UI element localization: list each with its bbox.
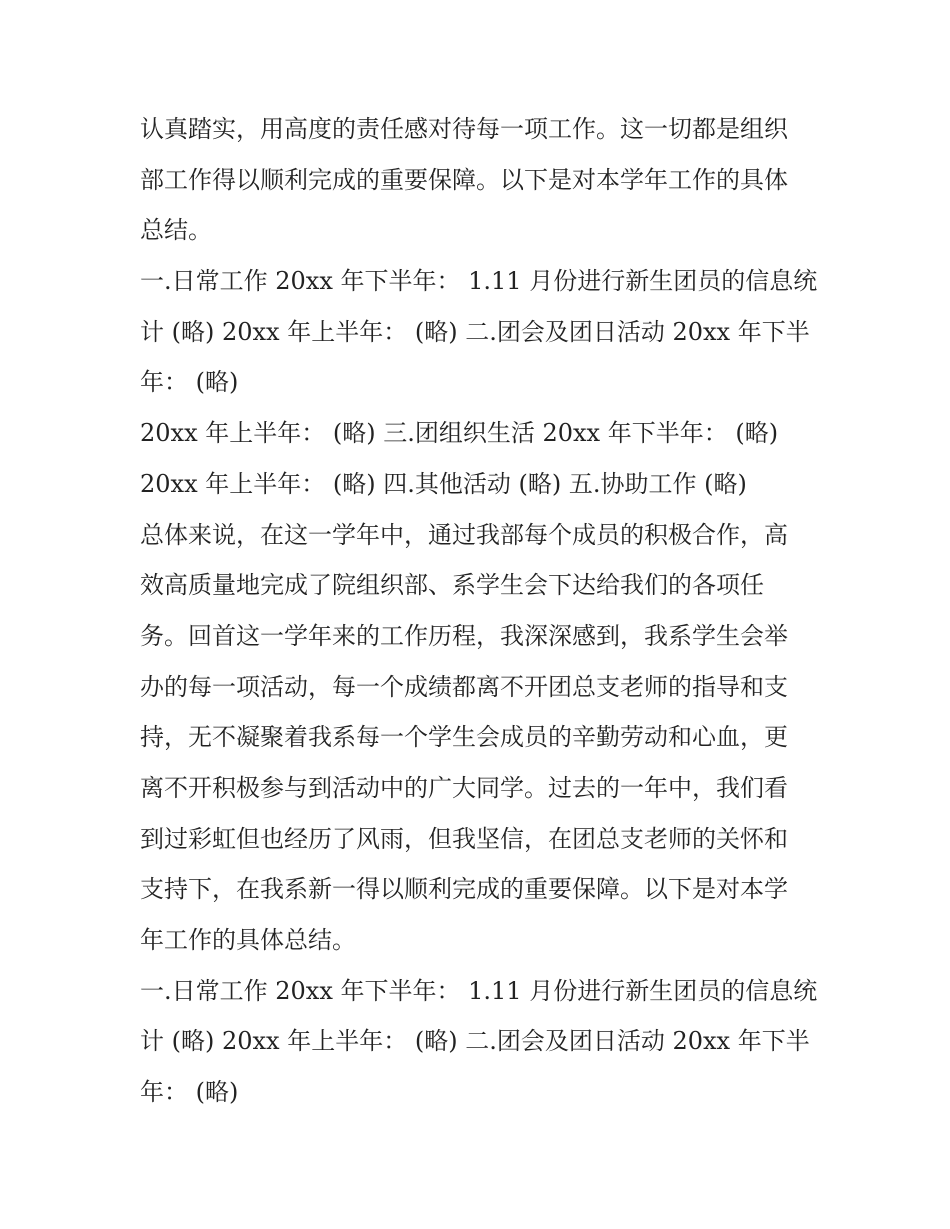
text-line: 部工作得以顺利完成的重要保障。以下是对本学年工作的具体 [140,165,788,194]
text-line: 办的每一项活动，每一个成绩都离不开团总支老师的指导和支 [140,672,788,701]
text-line: 总结。 [140,216,212,245]
text-line: 持，无不凝聚着我系每一个学生会成员的辛勤劳动和心血，更 [140,723,788,752]
text-line: 20xx 年上半年： (略) 三.团组织生活 20xx 年下半年： (略) [140,419,779,448]
text-line: 务。回首这一学年来的工作历程，我深深感到，我系学生会举 [140,621,788,650]
text-line: 年： (略) [140,1078,239,1107]
text-line: 一.日常工作 20xx 年下半年： 1.11 月份进行新生团员的信息统 [140,267,818,296]
text-line: 年： (略) [140,368,239,397]
text-line: 年工作的具体总结。 [140,926,356,954]
text-line: 到过彩虹但也经历了风雨，但我坚信，在团总支老师的关怀和 [140,824,788,853]
text-line: 总体来说，在这一学年中，通过我部每个成员的积极合作，高 [140,520,788,549]
text-line: 计 (略) 20xx 年上半年： (略) 二.团会及团日活动 20xx 年下半 [140,1027,810,1056]
text-line: 计 (略) 20xx 年上半年： (略) 二.团会及团日活动 20xx 年下半 [140,317,810,346]
document-body [140,104,820,1118]
text-line: 效高质量地完成了院组织部、系学生会下达给我们的各项任 [140,571,764,600]
text-line: 一.日常工作 20xx 年下半年： 1.11 月份进行新生团员的信息统 [140,976,818,1005]
text-line: 离不开积极参与到活动中的广大同学。过去的一年中，我们看 [140,773,788,802]
text-line: 支持下，在我系新一得以顺利完成的重要保障。以下是对本学 [140,875,788,904]
text-line: 认真踏实，用高度的责任感对待每一项工作。这一切都是组织 [140,115,788,143]
text-line: 20xx 年上半年： (略) 四.其他活动 (略) 五.协助工作 (略) [140,469,747,498]
